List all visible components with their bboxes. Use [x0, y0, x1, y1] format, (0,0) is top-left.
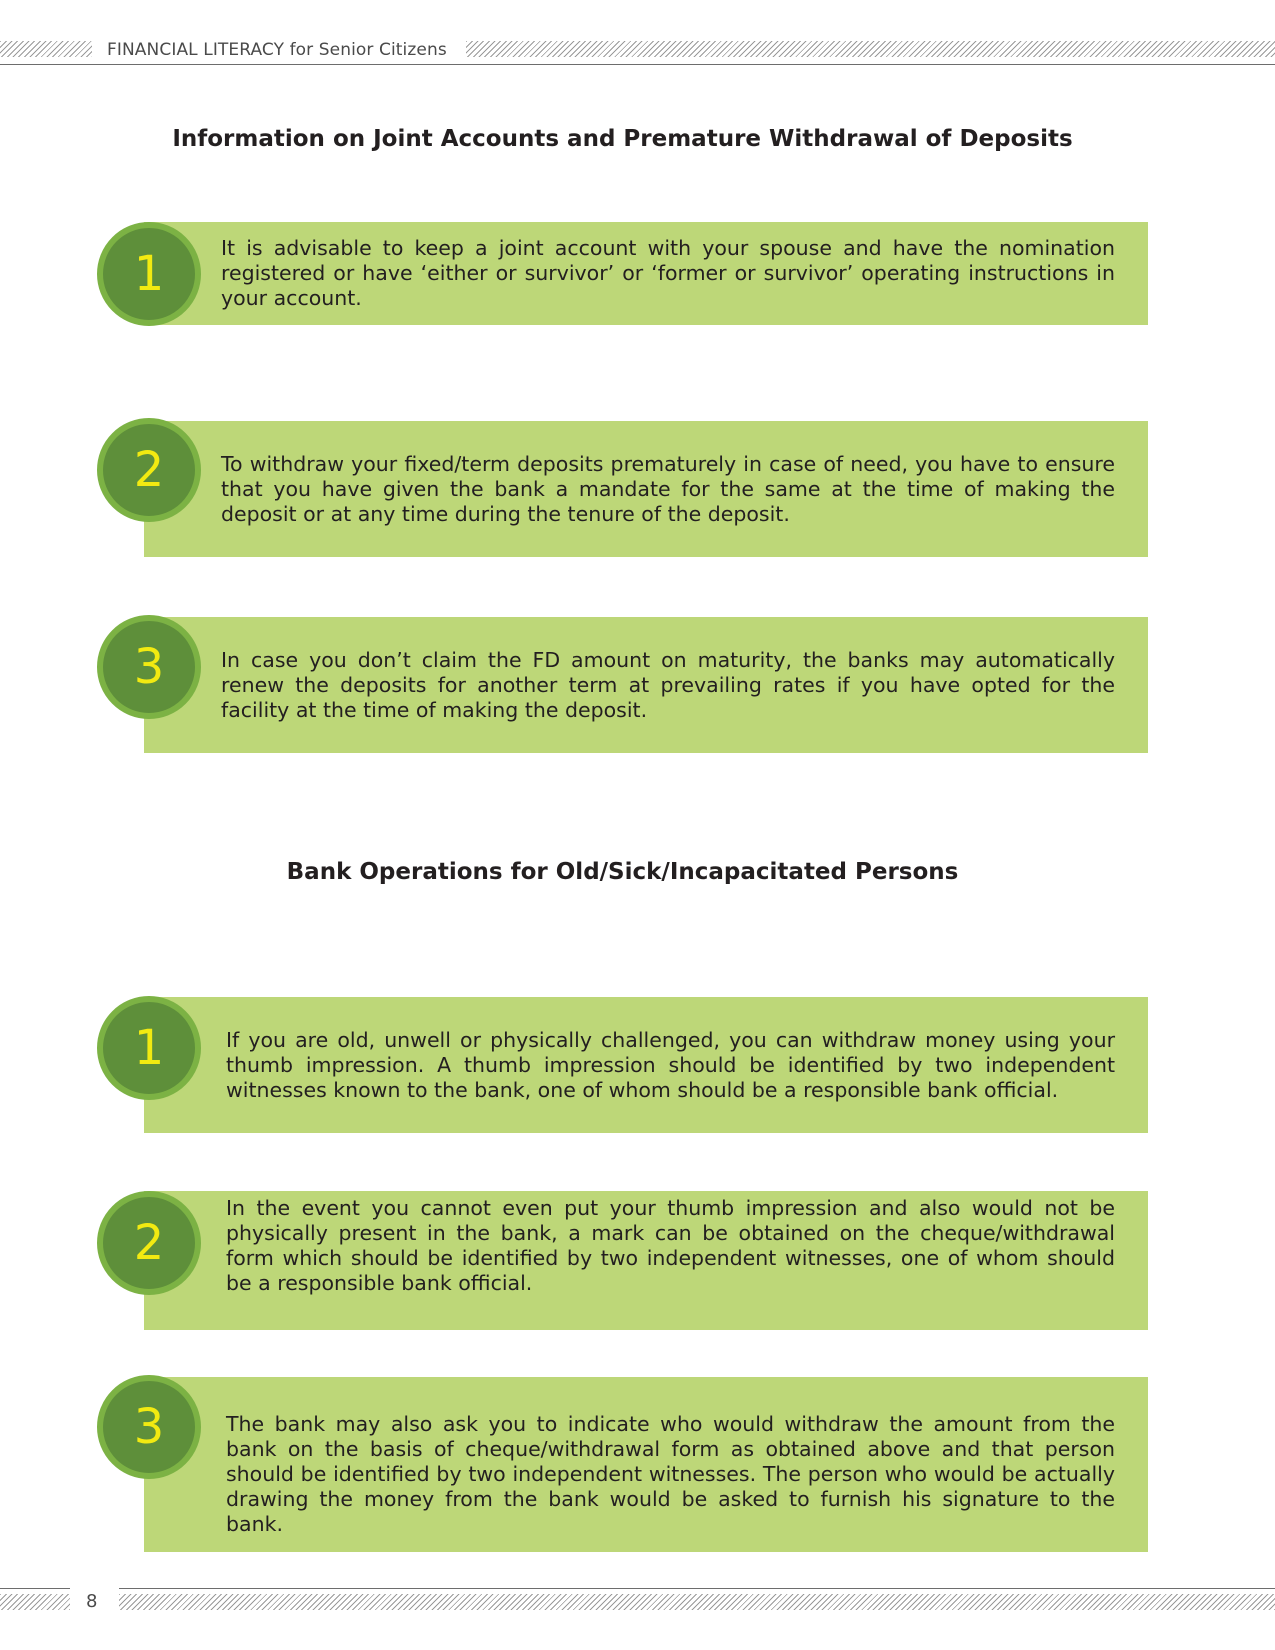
header-hatch-left [0, 41, 92, 57]
number-badge: 1 [97, 222, 201, 326]
item-text: In the event you cannot even put your thumb impression and also would not be physically present in the bank, a mark can be obtained on the cheque/withdrawal form which should be identified by two independent witnesses, one of whom should be a responsible bank official. [226, 1195, 1115, 1295]
number-badge: 2 [97, 1191, 201, 1295]
section-1-title: Information on Joint Accounts and Premature Withdrawal of Deposits [172, 126, 1073, 152]
item-text: In case you don’t claim the FD amount on maturity, the banks may automatically renew the deposits for another term at prevailing rates if you have opted for the facility at the time of making the deposit. [221, 647, 1115, 722]
section-2-item-2 [97, 1191, 1148, 1330]
item-text: The bank may also ask you to indicate who would withdraw the amount from the bank on the basis of cheque/withdrawal form as obtained above and that person should be identified by two independent witnesses. The person who would be actually drawing the money from the bank would be asked to furnish his signature to the bank. [226, 1412, 1115, 1536]
item-text: To withdraw your fixed/term deposits prematurely in case of need, you have to ensure that you have given the bank a mandate for the same at the time of making the deposit or at any time during the tenure of the deposit. [221, 451, 1115, 526]
header-hatch-right [466, 41, 1275, 57]
number-badge: 3 [97, 615, 201, 719]
number-badge: 3 [97, 1375, 201, 1479]
footer-rule-left [0, 1588, 70, 1589]
section-2-item-1 [97, 997, 1148, 1133]
section-2-item-3 [97, 1377, 1148, 1552]
footer-hatch-right [119, 1594, 1275, 1610]
page-number: 8 [86, 1591, 98, 1612]
section-2-title: Bank Operations for Old/Sick/Incapacitated Persons [286, 859, 959, 885]
number-badge: 2 [97, 418, 201, 522]
item-text: If you are old, unwell or physically challenged, you can withdraw money using your thumb impression. A thumb impression should be identified by two independent witnesses known to the bank, one of whom should be a responsible bank official. [226, 1027, 1115, 1102]
item-text: It is advisable to keep a joint account with your spouse and have the nomination registered or have ‘either or survivor’ or ‘former or survivor’ operating instructions in your account. [221, 236, 1115, 310]
header-title: FINANCIAL LITERACY for Senior Citizens [107, 40, 447, 60]
section-1-item-3 [97, 617, 1148, 753]
section-1-item-2 [97, 421, 1148, 557]
footer-rule-right [119, 1588, 1275, 1589]
number-badge: 1 [97, 996, 201, 1100]
header-rule [0, 64, 1275, 65]
footer-hatch-left [0, 1594, 70, 1610]
section-1-item-1 [97, 222, 1148, 325]
